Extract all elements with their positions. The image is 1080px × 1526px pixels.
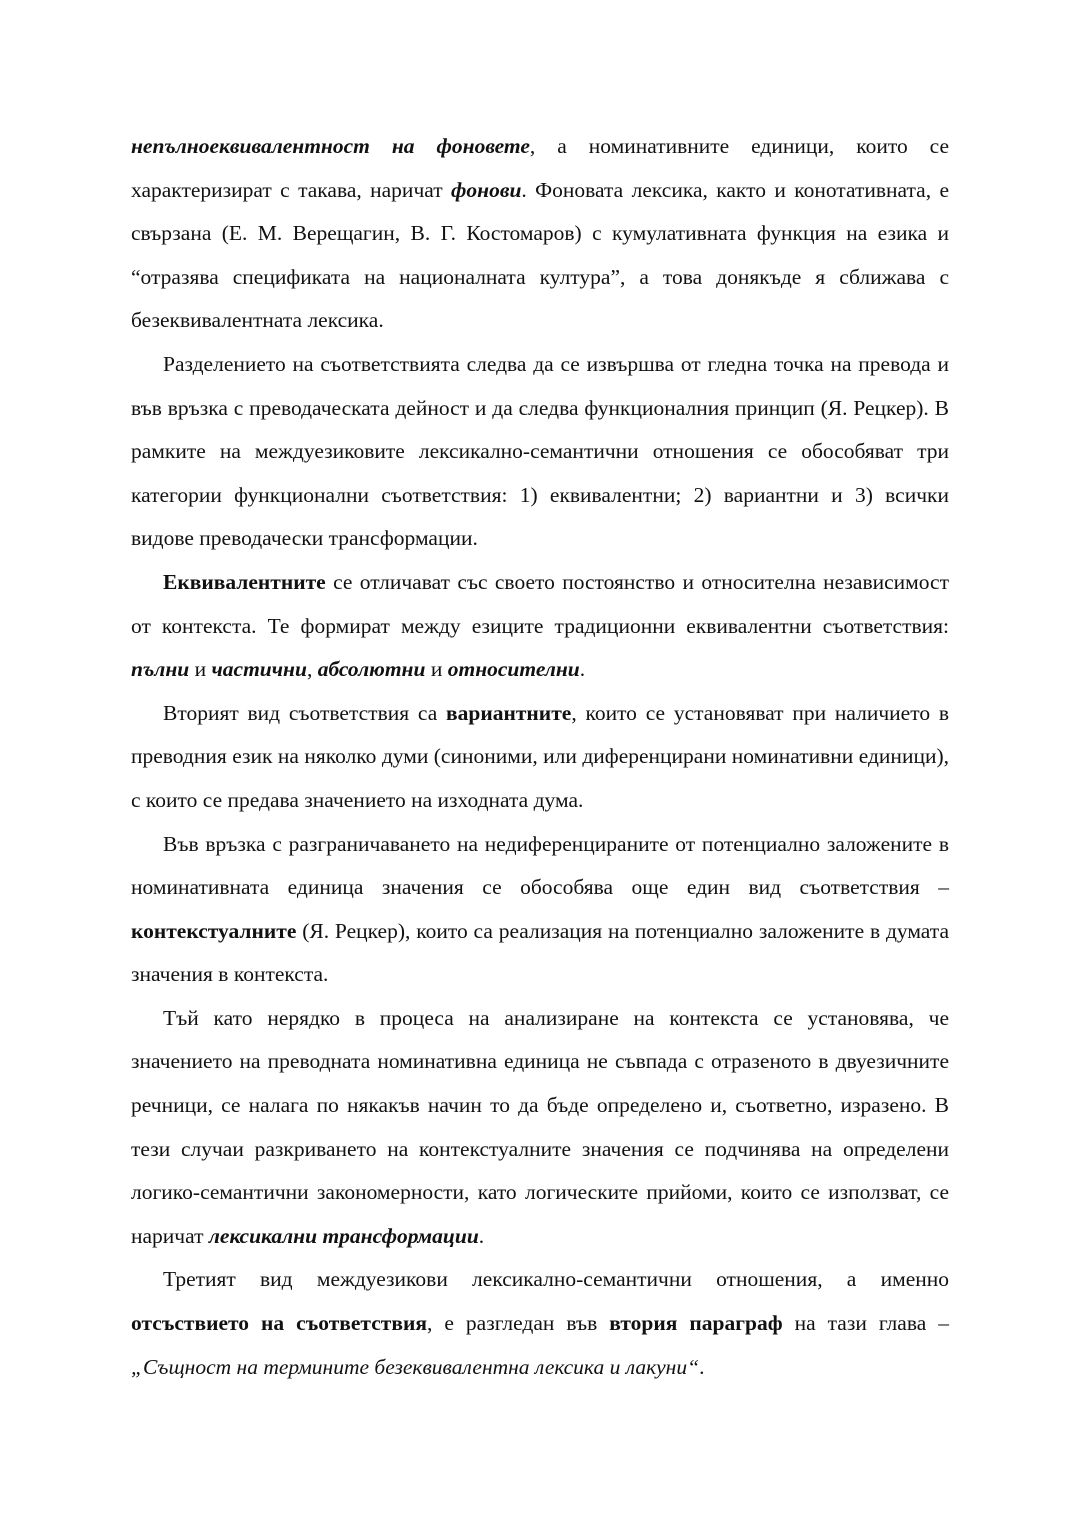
paragraph-2 bbox=[131, 343, 949, 561]
text-segment: се отличават със своето постоянство и относителна независимост от контекста. Те формират между езиците традиционни еквивалентни съответствия: bbox=[131, 569, 949, 638]
document-page bbox=[131, 125, 949, 1389]
paragraph-5 bbox=[131, 823, 949, 997]
text-segment: . bbox=[699, 1354, 705, 1379]
text-segment: , а номинативните единици, които се характеризират с такава, наричат bbox=[131, 134, 949, 202]
emphasis-background-words: фонови bbox=[451, 177, 522, 202]
text-segment: Разделението на съответствията следва да се извършва от гледна точка на превода и във връзка с преводаческата дейност и да следва функционалния принцип (Я. Рецкер). В рамките на междуезиковите лексикално-семантични отношения се обособяват три категории функционални съответствия: 1) еквивалентни; 2) вариантни и 3) всички видове преводачески трансформации. bbox=[131, 351, 949, 551]
text-segment: . bbox=[478, 1223, 485, 1248]
term-contextual: контекстуалните bbox=[131, 918, 297, 943]
text-segment: . bbox=[579, 657, 586, 682]
term-lexical-transformations: лексикални трансформации bbox=[208, 1223, 479, 1248]
paragraph-4 bbox=[131, 692, 949, 823]
text-segment: , е разгледан във bbox=[427, 1311, 610, 1336]
text-segment: Тъй като нерядко в процеса на анализиране на контекста се установява, че значението на преводната номинативна единица не съвпада с отразеното в двуезичните речници, се налага по някакъв начин то да бъде определено и, съответно, изразено. В тези случаи разкриването на контекстуалните значения се подчинява на определени логико-семантични закономерности, като логическите прийоми, които се използват, се наричат bbox=[131, 1005, 949, 1248]
text-segment: , bbox=[306, 657, 318, 682]
text-segment: , които се установяват при наличието в преводния език на няколко думи (синоними, или диференцирани номинативни единици), с които се предава значението на изходната дума. bbox=[131, 700, 950, 812]
text-segment: Във връзка с разграничаването на недиференцираните от потенциално заложените в номинативната единица значения се обособява още един вид съответствия – bbox=[131, 831, 949, 900]
text-segment: (Я. Рецкер), които са реализация на потенциално заложените в думата значения в контекста. bbox=[131, 918, 949, 987]
term-absolute: абсолютни bbox=[317, 657, 426, 682]
term-variant: вариантните bbox=[446, 700, 572, 725]
text-segment: на тази глава – bbox=[782, 1311, 949, 1336]
text-segment: Вторият вид съответствия са bbox=[163, 700, 447, 725]
term-absence-of-correspondences: отсъствието на съответствия bbox=[131, 1311, 427, 1336]
text-segment: и bbox=[425, 657, 448, 682]
chapter-section-title: „Същност на термините безеквивалентна лексика и лакуни“ bbox=[131, 1354, 700, 1379]
paragraph-7 bbox=[131, 1258, 949, 1389]
term-partial: частични bbox=[211, 657, 307, 682]
term-equivalent: Еквивалентните bbox=[163, 569, 326, 594]
paragraph-1 bbox=[131, 125, 949, 343]
text-segment: Третият вид междуезикови лексикално-семантични отношения, а именно bbox=[163, 1267, 949, 1292]
term-relative: относителни bbox=[447, 657, 580, 682]
paragraph-3 bbox=[131, 561, 949, 692]
paragraph-6 bbox=[131, 997, 949, 1259]
text-segment: . Фоновата лексика, както и конотативната, е свързана (Е. М. Верещагин, В. Г. Костомаров) с кумулативната функция на езика и “отразява спецификата на националната култура”, а това донякъде я сближава с безеквивалентната лексика. bbox=[131, 177, 949, 333]
text-segment: и bbox=[189, 657, 212, 682]
term-second-paragraph: втория параграф bbox=[609, 1311, 783, 1336]
emphasis-nonequivalence-of-backgrounds: непълноеквивалентност на фоновете bbox=[131, 134, 530, 158]
term-full: пълни bbox=[131, 657, 190, 682]
